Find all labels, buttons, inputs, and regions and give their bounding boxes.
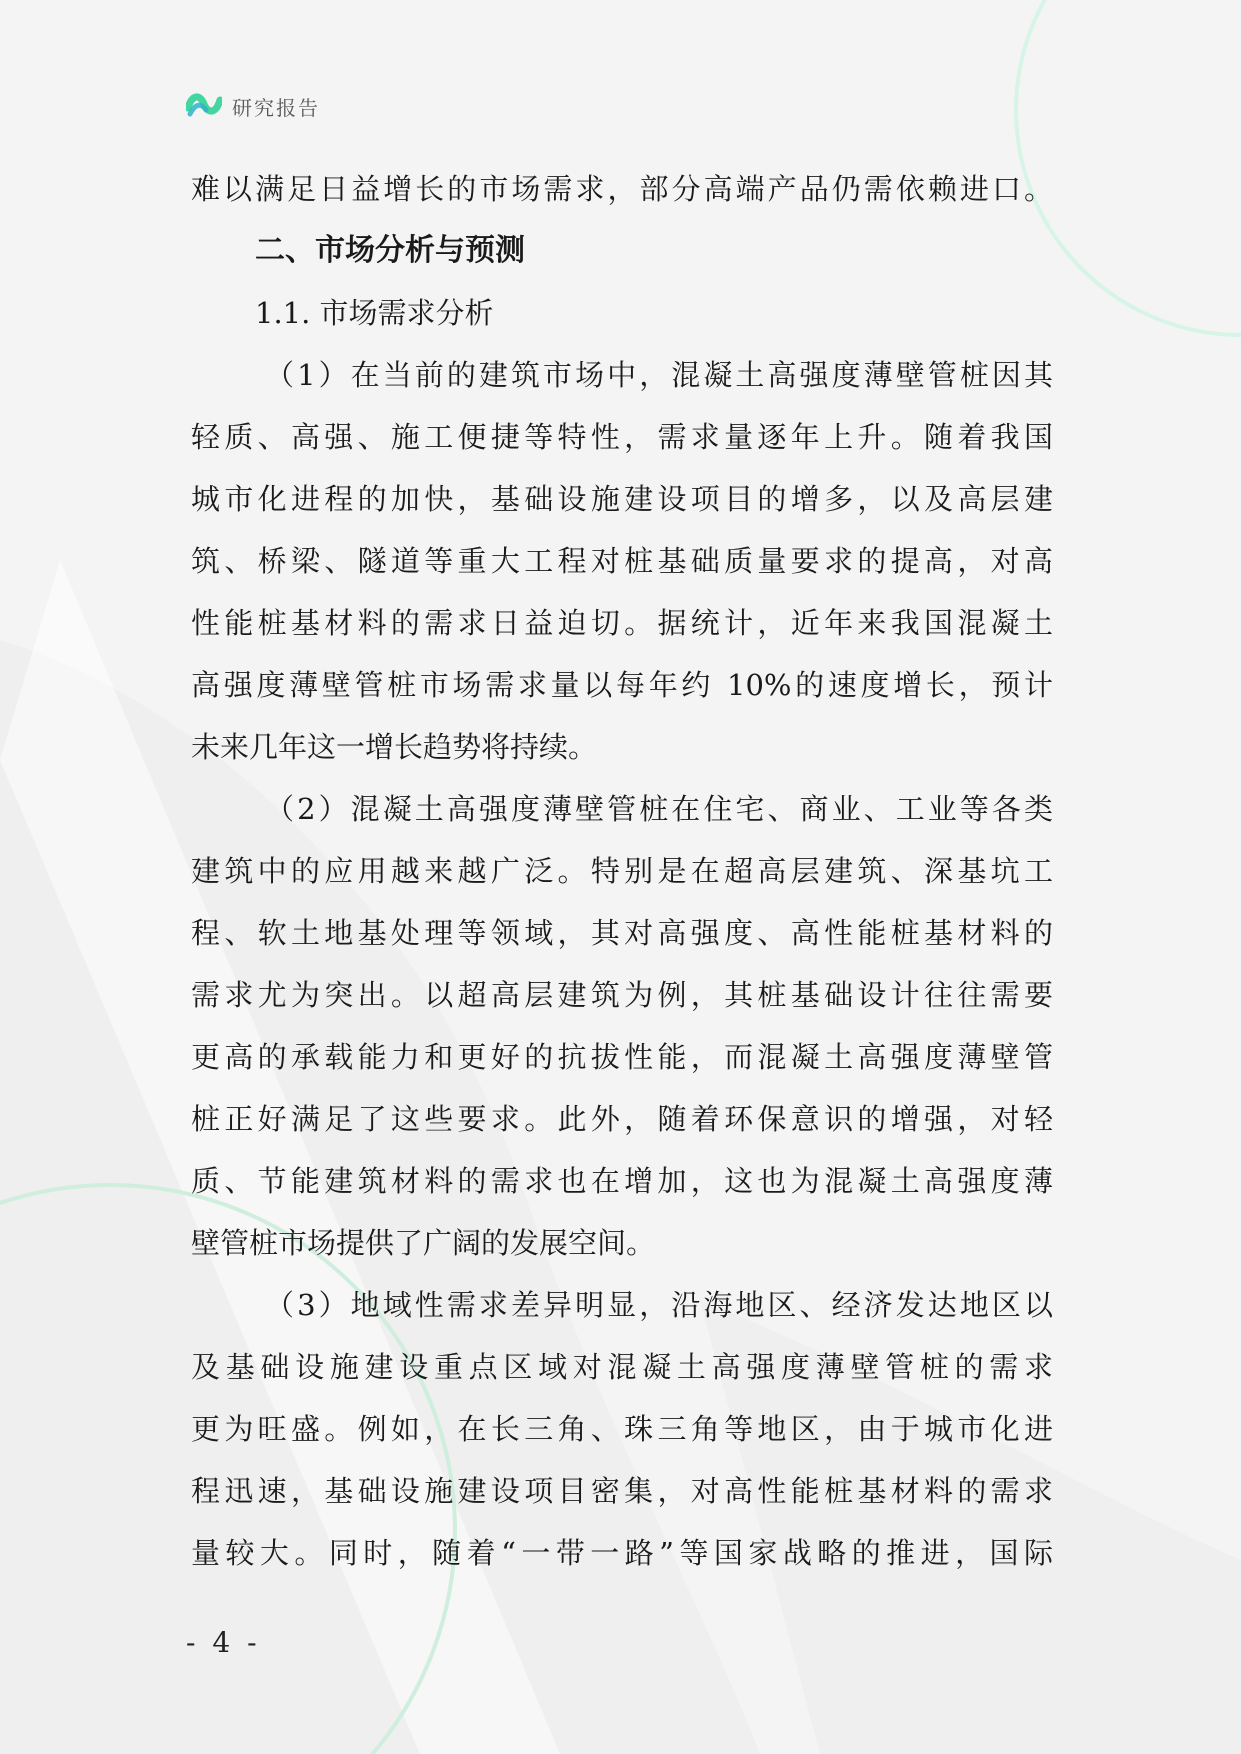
paragraph-line: 需求尤为突出。以超高层建筑为例，其桩基础设计往往需要 xyxy=(191,978,1053,1012)
paragraph-line: （2）混凝土高强度薄壁管桩在住宅、商业、工业等各类 xyxy=(265,792,1053,826)
subsection-heading: 1.1. 市场需求分析 xyxy=(255,296,494,330)
paragraph-line: 未来几年这一增长趋势将持续。 xyxy=(191,730,598,764)
paragraph-line: 更高的承载能力和更好的抗拔性能，而混凝土高强度薄壁管 xyxy=(191,1040,1053,1074)
paragraph-line: 性能桩基材料的需求日益迫切。据统计，近年来我国混凝土 xyxy=(191,606,1053,640)
paragraph-line: 壁管桩市场提供了广阔的发展空间。 xyxy=(191,1226,656,1260)
paragraph-line: 城市化进程的加快，基础设施建设项目的增多，以及高层建 xyxy=(191,482,1053,516)
paragraph-line: 及基础设施建设重点区域对混凝土高强度薄壁管桩的需求 xyxy=(191,1350,1053,1384)
paragraph-line: 高强度薄壁管桩市场需求量以每年约 10%的速度增长，预计 xyxy=(191,668,1053,702)
paragraph-line: 量较大。同时，随着“一带一路”等国家战略的推进，国际 xyxy=(191,1536,1053,1570)
paragraph-line: 桩正好满足了这些要求。此外，随着环保意识的增强，对轻 xyxy=(191,1102,1053,1136)
paragraph-line: 轻质、高强、施工便捷等特性，需求量逐年上升。随着我国 xyxy=(191,420,1053,454)
header-label: 研究报告 xyxy=(232,95,320,120)
paragraph-line: （1）在当前的建筑市场中，混凝土高强度薄壁管桩因其 xyxy=(265,358,1053,392)
page-number: - 4 - xyxy=(186,1626,261,1659)
paragraph-line: 建筑中的应用越来越广泛。特别是在超高层建筑、深基坑工 xyxy=(191,854,1053,888)
paragraph-line: 程、软土地基处理等领域，其对高强度、高性能桩基材料的 xyxy=(191,916,1053,950)
paragraph-line: 程迅速，基础设施建设项目密集，对高性能桩基材料的需求 xyxy=(191,1474,1053,1508)
paragraph-line: 筑、桥梁、隧道等重大工程对桩基础质量要求的提高，对高 xyxy=(191,544,1053,578)
paragraph-line: 难以满足日益增长的市场需求，部分高端产品仍需依赖进口。 xyxy=(191,172,1053,206)
report-body xyxy=(191,158,1053,1584)
report-logo-icon xyxy=(186,90,222,122)
paragraph-line: 更为旺盛。例如，在长三角、珠三角等地区，由于城市化进 xyxy=(191,1412,1053,1446)
paragraph-line: （3）地域性需求差异明显，沿海地区、经济发达地区以 xyxy=(265,1288,1053,1322)
page-header xyxy=(186,88,320,124)
section-heading: 二、市场分析与预测 xyxy=(255,233,525,268)
paragraph-line: 质、节能建筑材料的需求也在增加，这也为混凝土高强度薄 xyxy=(191,1164,1053,1198)
